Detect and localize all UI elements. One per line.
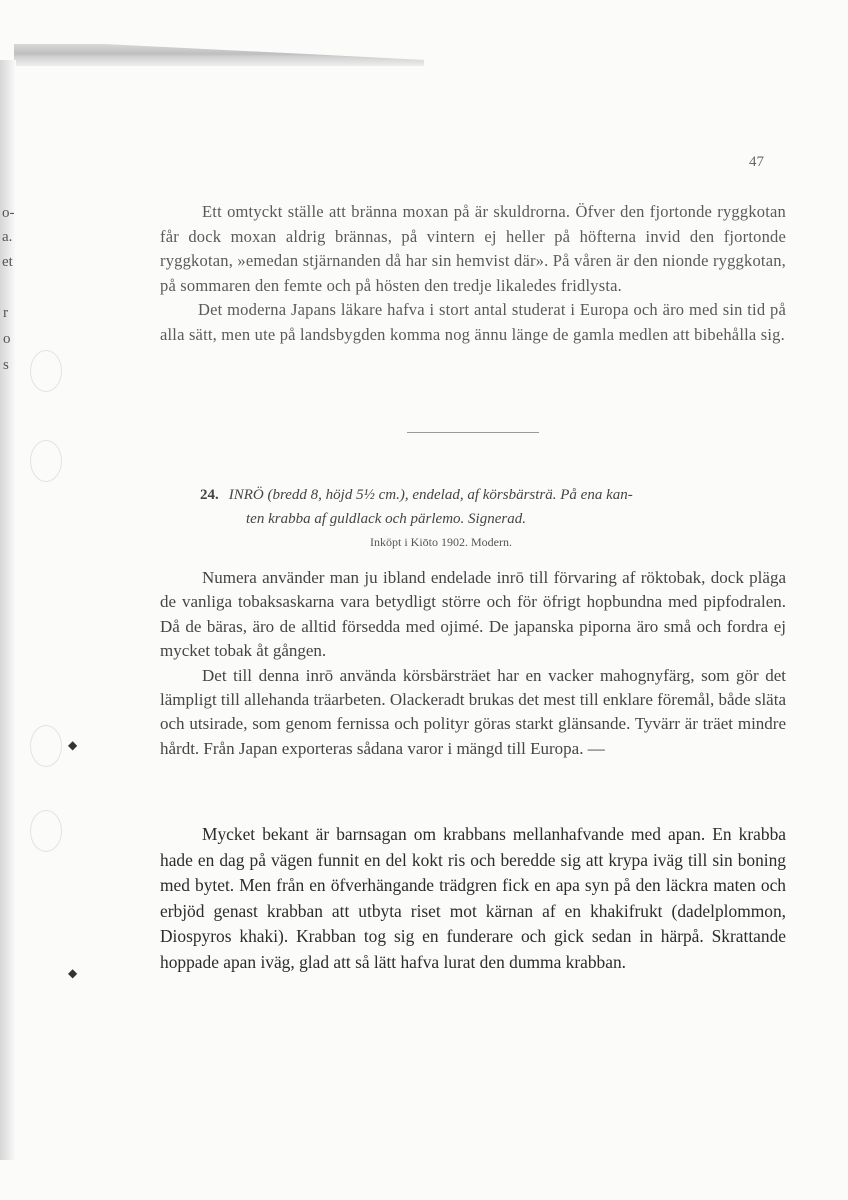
paragraph-moxan [160,200,786,348]
ghost-mark [30,810,62,852]
catalog-entry-heading [200,483,730,531]
entry-provenance: Inköpt i Kiōto 1902. Modern. [370,535,512,549]
paragraph-text: Ett omtyckt ställe att bränna moxan på är skuldrorna. Öfver den fjortonde ryggkotan får dock moxan aldrig brännas, på vintern ej heller på höfterna invid den fjortonde ryggkotan, »emedan stjärnanden då har sin hemvist där». På våren är den nionde ryggkotan, på sommaren den femte och på hösten den tredje likaledes fridlysta. [160,202,786,295]
entry-heading-line: INRÖ (bredd 8, höjd 5½ cm.), endelad, af körsbärsträ. På ena kan- [228,487,633,503]
margin-fragment: a. [2,229,13,245]
entry-heading-line: ten krabba af guldlack och pärlemo. Signerad. [246,511,526,527]
section-divider [407,432,539,433]
ghost-mark [30,440,62,482]
margin-fragment: s [3,357,9,373]
paragraph-text: Numera använder man ju ibland endelade inrō till förvaring af röktobak, dock pläga de vanliga tobaksaskarna vara betydligt större och för öfrigt hopbundna med pipfodralen. Då de bäras, äro de alltid försedda med ojimé. De japanska piporna äro små och fordra ej mycket tobak åt gången. [160,568,786,661]
page-left-edge [0,60,16,1160]
ghost-mark [30,350,62,392]
scan-shadow-bar [14,44,424,66]
ghost-mark [30,725,62,767]
paragraph-inro [160,566,786,761]
paragraph-krabba [160,822,786,976]
margin-fragment: o [3,331,11,347]
paragraph-text: Det moderna Japans läkare hafva i stort antal studerat i Europa och äro med sin tid på alla sätt, men ute på landsbygden komma nog ännu länge de gamla medlen att bibehålla sig. [160,300,786,344]
margin-fragment: o- [2,205,15,221]
speck-mark: ◆ [68,738,78,752]
speck-mark: ◆ [68,966,78,980]
paragraph-text: Mycket bekant är barnsagan om krabbans mellanhafvande med apan. En krabba hade en dag på vägen funnit en del kokt ris och beredde sig att krypa iväg till sin boning med bytet. Men från en öfverhängande trädgren fick en apa syn på den läckra maten och erbjöd genast krabban att utbyta riset mot kärnan af en khakifrukt (dadelplommon, Diospyros khaki). Krabban tog sig en funderare och gick sedan in härpå. Skrattande hoppade apan iväg, glad att så lätt hafva lurat den dumma krabban. [160,824,786,972]
entry-number: 24. [200,487,219,503]
paragraph-text: Det till denna inrō använda körsbärsträet har en vacker mahognyfärg, som gör det lämpligt till allehanda träarbeten. Olackeradt brukas det mest till enklare föremål, både släta och utsirade, som genom fernissa och polityr göras starkt glänsande. Tyvärr är träet mindre hårdt. Från Japan exporteras sådana varor i mängd till Europa. — [160,665,786,758]
margin-fragment: r [3,305,8,321]
margin-fragment: et [2,254,13,270]
page-number: 47 [749,154,764,170]
